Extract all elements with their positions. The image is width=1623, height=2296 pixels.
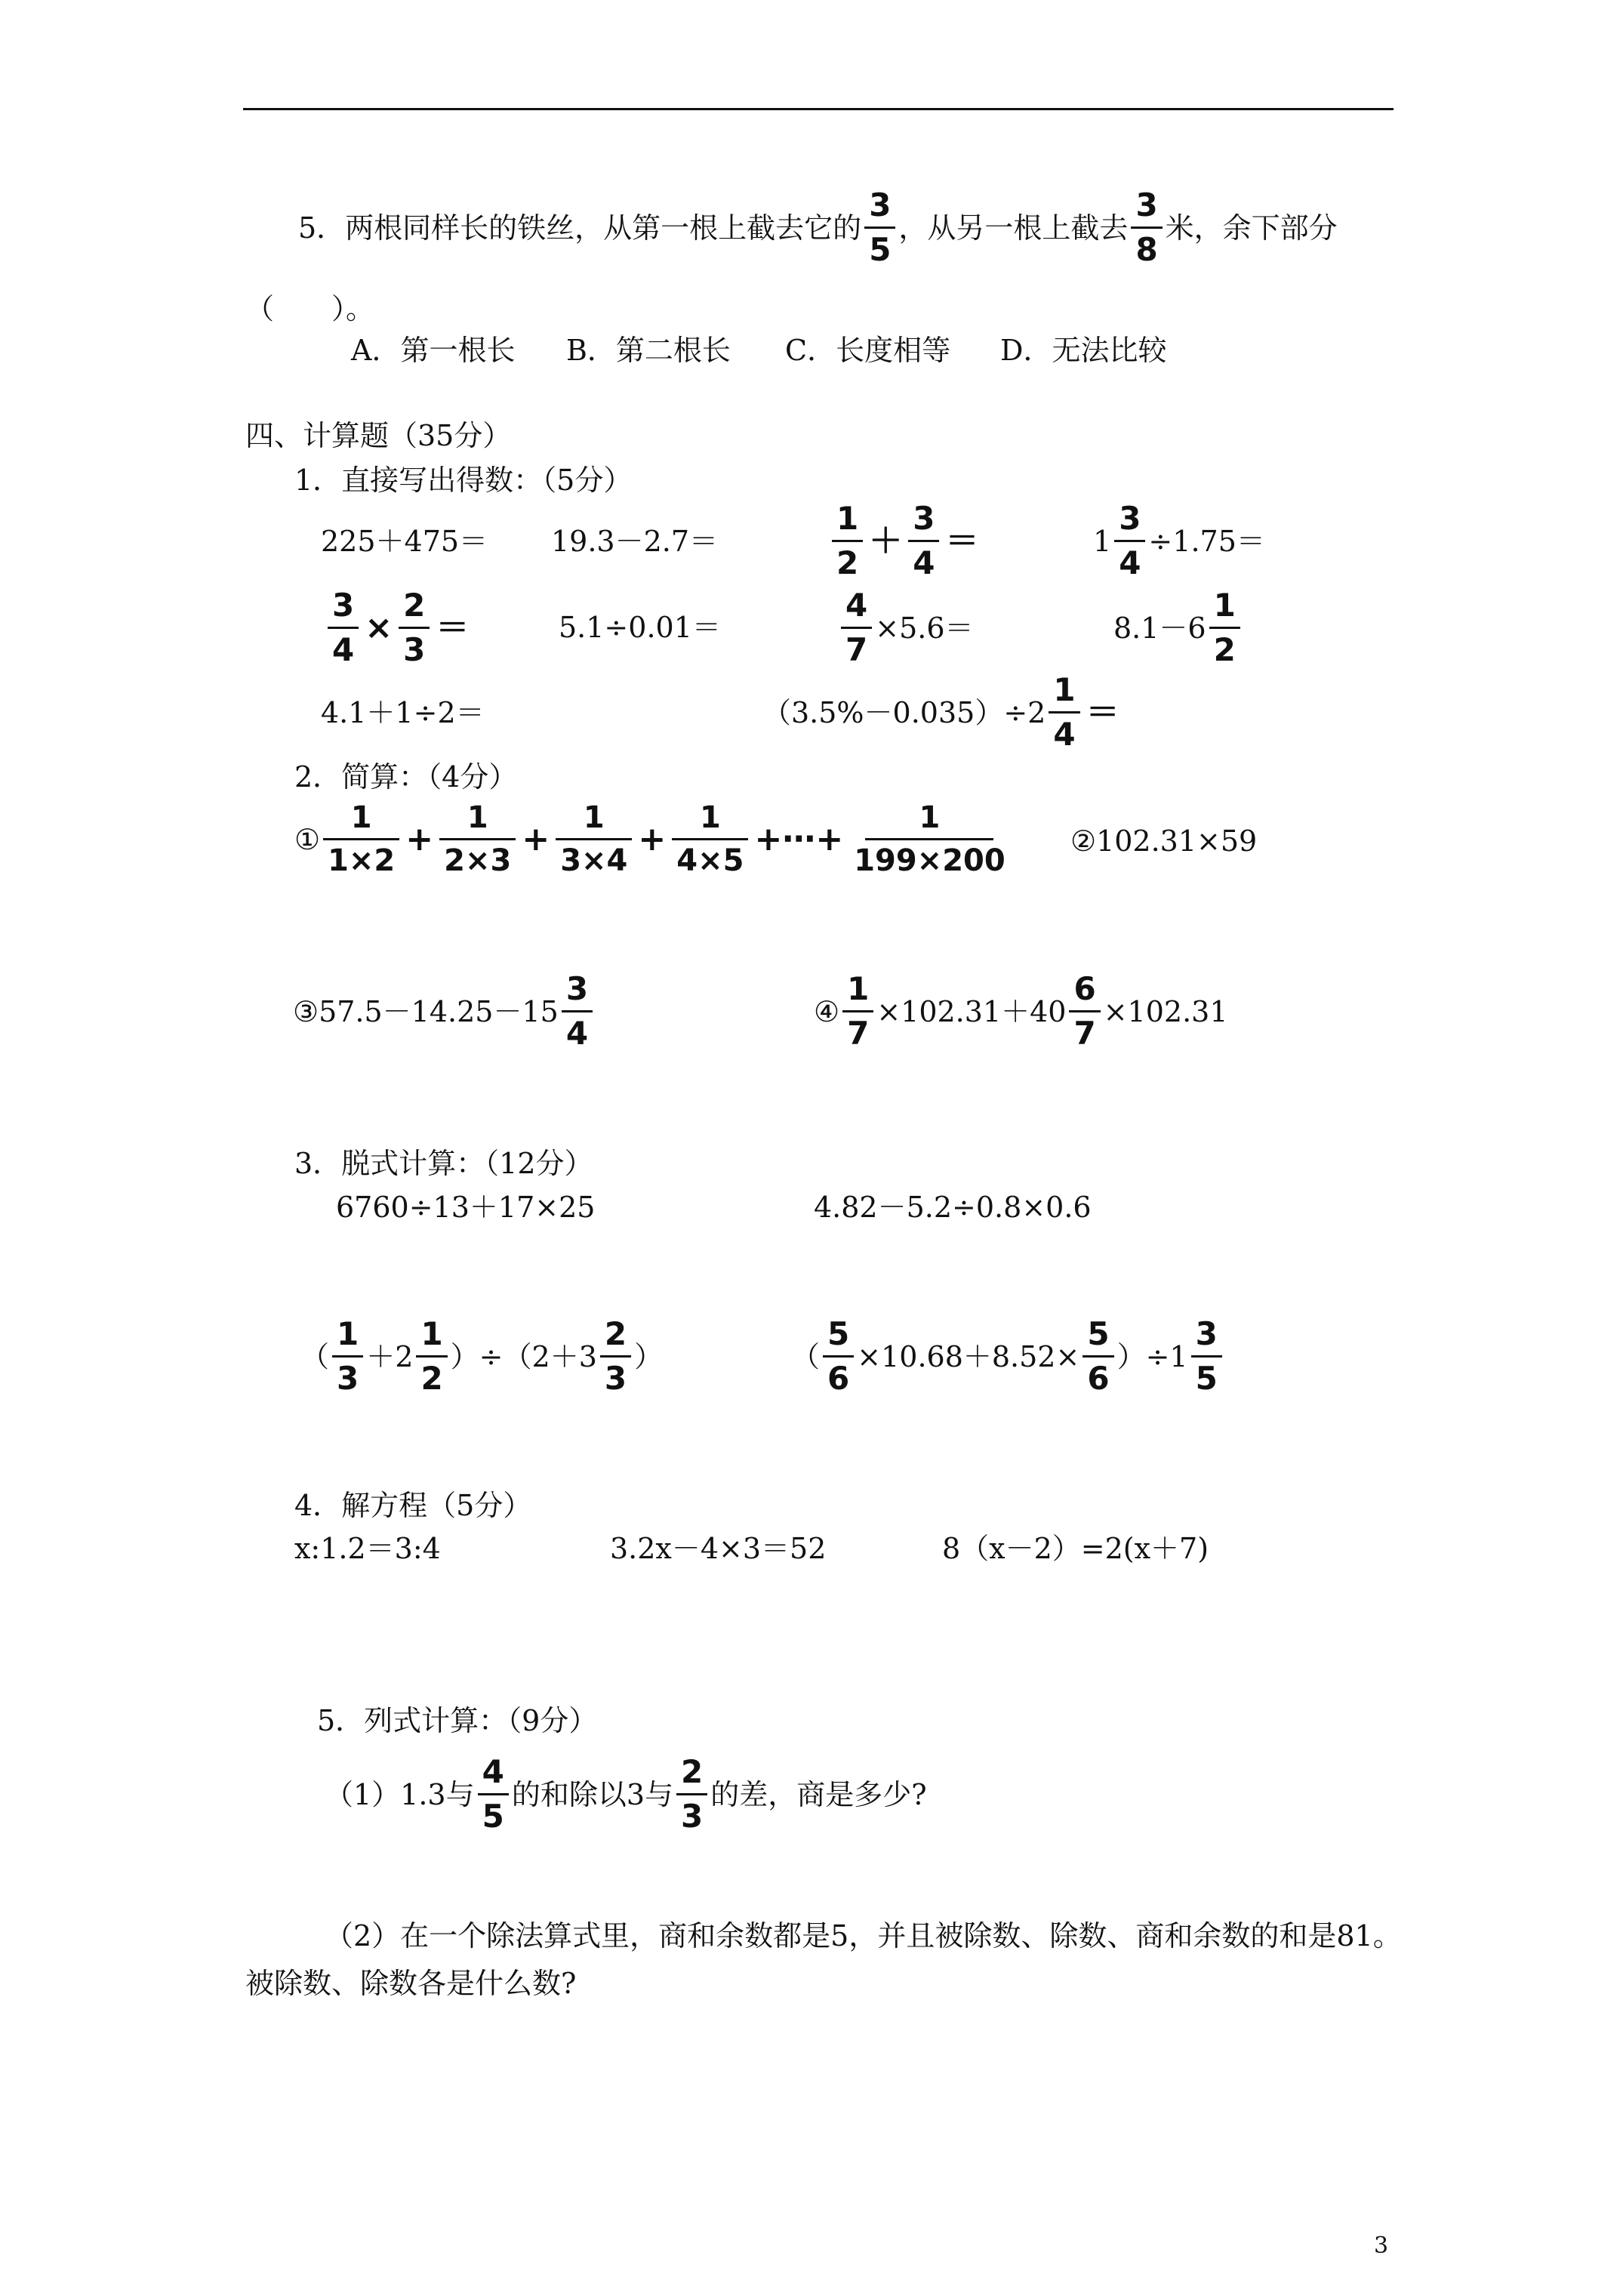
s5-q1: （1）1.3与 $\frac{4}{5}$ 的和除以3与 $\frac{2}{3}$ 的差，商是多少?	[325, 1753, 927, 1835]
s1-r2c1: $\frac{3}{4}$ × $\frac{2}{3}$ ＝	[325, 589, 472, 667]
s1-r2c3: $\frac{4}{7}$ ×5.6＝	[838, 589, 974, 667]
q5-option-d: D．无法比较	[1000, 334, 1167, 367]
q5-line2: （ ）。	[245, 292, 375, 325]
s3-e4: （ $\frac{5}{6}$ ×10.68＋8.52× $\frac{5}{6}$ ）÷1 $\frac{3}{5}$	[791, 1318, 1225, 1395]
s4-eq1: x:1.2＝3:4	[294, 1532, 441, 1565]
q5-fraction-1: $\frac{3}{5}$	[864, 189, 895, 267]
s1-r1c3: $\frac{1}{2}$ ＋ $\frac{3}{4}$ ＝	[829, 502, 981, 580]
s3-e2: 4.82－5.2÷0.8×0.6	[814, 1191, 1092, 1224]
s3-e1: 6760÷13＋17×25	[336, 1191, 596, 1224]
s2-p4: ④ $\frac{1}{7}$ ×102.31＋40 $\frac{6}{7}$ ×102.31	[814, 970, 1228, 1052]
q5-fraction-2: $\frac{3}{8}$	[1131, 189, 1162, 267]
s1-r2c2: 5.1÷0.01＝	[559, 611, 721, 644]
s1-r3c1: 4.1＋1÷2＝	[321, 696, 485, 729]
page-number: 3	[1374, 2233, 1389, 2259]
s1-r3c2: （3.5%－0.035）÷2 $\frac{1}{4}$ ＝	[762, 671, 1119, 754]
q5-line1	[298, 186, 1338, 269]
s1-r1c2: 19.3－2.7＝	[551, 525, 719, 558]
s5-q2-line2: 被除数、除数各是什么数?	[245, 1967, 577, 2000]
s3-e3: （ $\frac{1}{3}$ ＋2 $\frac{1}{2}$ ）÷（2＋3 $\frac{2}{3}$ ）	[300, 1315, 664, 1398]
s5-q2-line1: （2）在一个除法算式里，商和余数都是5，并且被除数、除数、商和余数的和是81。	[325, 1919, 1402, 1952]
s1-r1c4: 1 $\frac{3}{4}$ ÷1.75＝	[1093, 500, 1265, 582]
q5-option-c: C．长度相等	[785, 334, 951, 367]
s2-title: 2．简算：（4分）	[294, 760, 518, 794]
s2-p1: ① $\frac{1}{1\times 2}$ + $\frac{1}{2\times 3}$ + $\frac{1}{3\times 4}$ + $\frac{1}{4\times 5}$ +⋯+ $\frac{1}{199\times 200}$	[294, 800, 1006, 878]
s5-title: 5．列式计算：（9分）	[317, 1704, 598, 1737]
s3-title: 3．脱式计算：（12分）	[294, 1147, 593, 1180]
q5-option-b: B．第二根长	[566, 334, 731, 367]
section-title: 四、计算题（35分）	[245, 419, 512, 452]
q5-middle: ，从另一根上截去	[898, 211, 1129, 245]
s4-eq3: 8（x－2）=2(x＋7)	[942, 1532, 1209, 1565]
s1-r1c1: 225＋475＝	[321, 525, 488, 558]
s1-title: 1．直接写出得数：（5分）	[294, 464, 633, 497]
s1-r2c4: 8.1－6 $\frac{1}{2}$	[1113, 589, 1243, 667]
q5-suffix: 米，余下部分	[1165, 211, 1338, 245]
q5-prefix: 5．两根同样长的铁丝，从第一根上截去它的	[298, 211, 862, 245]
s4-title: 4．解方程（5分）	[294, 1489, 532, 1522]
q5-option-a: A．第一根长	[351, 334, 516, 367]
s2-p2: ②102.31×59	[1070, 824, 1258, 858]
header-rule	[243, 108, 1394, 110]
s4-eq2: 3.2x－4×3＝52	[610, 1532, 827, 1565]
s2-p3: ③57.5－14.25－15 $\frac{3}{4}$	[293, 972, 596, 1050]
